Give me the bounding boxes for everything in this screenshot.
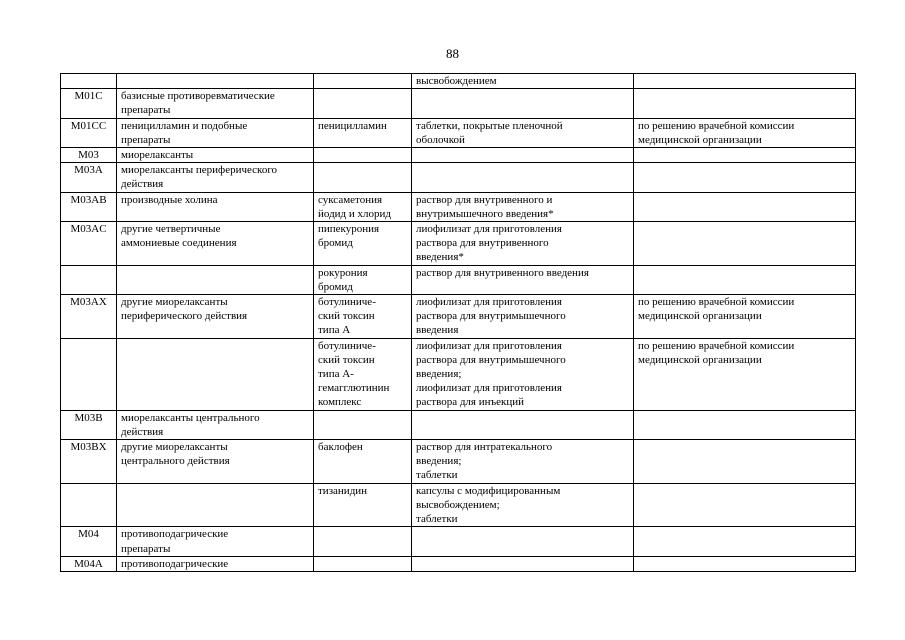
note-cell: [634, 265, 856, 294]
atc-code-cell: [61, 295, 117, 339]
drug-name-cell-text: ботулиниче- ский токсин типа А- гемагглютинин комплекс: [318, 339, 390, 409]
group-name-cell-text: другие миорелаксанты центрального действия: [121, 441, 230, 468]
drug-name-cell: [314, 89, 412, 118]
note-cell: [634, 483, 856, 527]
atc-code-cell-text: M03AC: [70, 223, 107, 236]
note-cell: [634, 410, 856, 439]
group-name-cell-text: миорелаксанты: [121, 149, 194, 162]
group-name-cell: [117, 89, 314, 118]
note-cell-text: по решению врачебной комиссии медицинской организации: [638, 339, 795, 366]
drug-name-cell: [314, 295, 412, 339]
atc-code-cell-text: M03B: [74, 411, 103, 424]
dosage-form-cell-text: лиофилизат для приготовления раствора для внутривенного введения*: [416, 223, 562, 264]
table-row: [61, 556, 856, 571]
atc-code-cell-text: M03BX: [70, 441, 107, 454]
group-name-cell: [117, 527, 314, 556]
group-name-cell: [117, 410, 314, 439]
atc-code-cell: [61, 118, 117, 147]
drug-name-cell: [314, 74, 412, 89]
drug-name-cell: [314, 222, 412, 266]
group-name-cell-text: противоподагрические препараты: [121, 528, 229, 555]
table-row: [61, 483, 856, 527]
drug-name-cell: [314, 483, 412, 527]
atc-code-cell: [61, 148, 117, 163]
table-row: [61, 148, 856, 163]
dosage-form-cell-text: капсулы с модифицированным высвобождением; таблетки: [416, 484, 561, 526]
drug-name-cell-text: суксаметония йодид и хлорид: [318, 193, 392, 220]
note-cell: [634, 89, 856, 118]
group-name-cell-text: миорелаксанты периферического действия: [121, 164, 278, 191]
table-row: [61, 222, 856, 266]
dosage-form-cell: [412, 527, 634, 556]
note-cell: [634, 440, 856, 484]
drug-name-cell-text: пеницилламин: [318, 119, 387, 132]
dosage-form-cell: [412, 338, 634, 410]
dosage-form-cell: [412, 89, 634, 118]
atc-code-cell: [61, 440, 117, 484]
table-row: [61, 192, 856, 221]
drug-name-cell: [314, 410, 412, 439]
dosage-form-cell-text: раствор для внутривенного введения: [416, 266, 589, 279]
table-row: [61, 295, 856, 339]
group-name-cell-text: пеницилламин и подобные препараты: [121, 119, 248, 146]
drug-name-cell-text: баклофен: [318, 441, 363, 454]
atc-code-cell: [61, 527, 117, 556]
atc-code-cell: [61, 338, 117, 410]
dosage-form-cell: [412, 222, 634, 266]
dosage-form-cell: [412, 163, 634, 192]
note-cell: [634, 527, 856, 556]
drug-name-cell: [314, 265, 412, 294]
table-body: [61, 74, 856, 572]
note-cell: [634, 338, 856, 410]
table-row: [61, 74, 856, 89]
group-name-cell: [117, 222, 314, 266]
group-name-cell: [117, 338, 314, 410]
dosage-form-cell: [412, 118, 634, 147]
dosage-form-cell-text: раствор для внутривенного и внутримышечного введения*: [416, 193, 554, 220]
dosage-form-cell: [412, 483, 634, 527]
drug-name-cell-text: ботулиниче- ский токсин типа А: [318, 296, 376, 337]
atc-code-cell: [61, 74, 117, 89]
drug-name-cell: [314, 163, 412, 192]
group-name-cell-text: производные холина: [121, 193, 218, 206]
atc-code-cell: [61, 556, 117, 571]
table-row: [61, 410, 856, 439]
drug-name-cell: [314, 118, 412, 147]
atc-code-cell-text: M04: [78, 528, 99, 541]
drug-name-cell: [314, 527, 412, 556]
drug-name-cell: [314, 338, 412, 410]
note-cell: [634, 295, 856, 339]
atc-code-cell: [61, 89, 117, 118]
atc-code-cell: [61, 483, 117, 527]
group-name-cell: [117, 265, 314, 294]
note-cell: [634, 556, 856, 571]
atc-code-cell: [61, 163, 117, 192]
page-number: 88: [446, 46, 459, 61]
drug-name-cell-text: пипекурония бромид: [318, 223, 380, 250]
note-cell: [634, 163, 856, 192]
group-name-cell-text: миорелаксанты центрального действия: [121, 411, 260, 438]
table-row: [61, 265, 856, 294]
drug-name-cell-text: рокурония бромид: [318, 266, 368, 293]
group-name-cell-text: другие четвертичные аммониевые соединения: [121, 223, 237, 250]
group-name-cell: [117, 440, 314, 484]
note-cell: [634, 74, 856, 89]
group-name-cell: [117, 192, 314, 221]
atc-code-cell-text: M01C: [74, 90, 103, 103]
group-name-cell-text: противоподагрические: [121, 557, 229, 570]
table-row: [61, 89, 856, 118]
atc-code-cell: [61, 410, 117, 439]
dosage-form-cell: [412, 265, 634, 294]
group-name-cell: [117, 74, 314, 89]
note-cell: [634, 118, 856, 147]
note-cell-text: по решению врачебной комиссии медицинской организации: [638, 296, 795, 323]
dosage-form-cell-text: раствор для интратекального введения; таблетки: [416, 441, 553, 482]
atc-code-cell-text: M03AB: [70, 193, 107, 206]
drug-name-cell: [314, 192, 412, 221]
table-row: [61, 440, 856, 484]
note-cell-text: по решению врачебной комиссии медицинской организации: [638, 119, 795, 146]
group-name-cell: [117, 556, 314, 571]
drug-name-cell: [314, 440, 412, 484]
group-name-cell-text: базисные противоревматические препараты: [121, 90, 275, 117]
atc-code-cell-text: M04A: [74, 557, 103, 570]
atc-code-cell: [61, 192, 117, 221]
dosage-form-cell: [412, 556, 634, 571]
atc-code-cell: [61, 222, 117, 266]
table-row: [61, 163, 856, 192]
note-cell: [634, 192, 856, 221]
group-name-cell: [117, 483, 314, 527]
dosage-form-cell: [412, 148, 634, 163]
atc-code-cell-text: M03AX: [70, 296, 107, 309]
dosage-form-cell-text: лиофилизат для приготовления раствора для внутримышечного введения: [416, 296, 566, 337]
dosage-form-cell: [412, 410, 634, 439]
atc-code-cell-text: M03A: [74, 164, 103, 177]
drug-name-cell: [314, 556, 412, 571]
dosage-form-cell: [412, 295, 634, 339]
table-row: [61, 527, 856, 556]
atc-code-cell-text: M01CC: [70, 119, 107, 132]
group-name-cell: [117, 118, 314, 147]
group-name-cell: [117, 163, 314, 192]
dosage-form-cell-text: таблетки, покрытые пленочной оболочкой: [416, 119, 563, 146]
note-cell: [634, 148, 856, 163]
atc-code-cell-text: M03: [78, 149, 99, 162]
group-name-cell: [117, 148, 314, 163]
dosage-form-cell-text: высвобождением: [416, 75, 497, 87]
atc-code-cell: [61, 265, 117, 294]
drug-name-cell: [314, 148, 412, 163]
dosage-form-cell: [412, 192, 634, 221]
table-row: [61, 118, 856, 147]
dosage-form-cell-text: лиофилизат для приготовления раствора для внутримышечного введения; лиофилизат для приготовления раствора для инъекций: [416, 339, 566, 409]
table-row: [61, 338, 856, 410]
dosage-form-cell: [412, 74, 634, 89]
group-name-cell-text: другие миорелаксанты периферического действия: [121, 296, 248, 323]
note-cell: [634, 222, 856, 266]
drug-name-cell-text: тизанидин: [318, 484, 368, 497]
dosage-form-cell: [412, 440, 634, 484]
drug-table: [60, 73, 856, 572]
group-name-cell: [117, 295, 314, 339]
